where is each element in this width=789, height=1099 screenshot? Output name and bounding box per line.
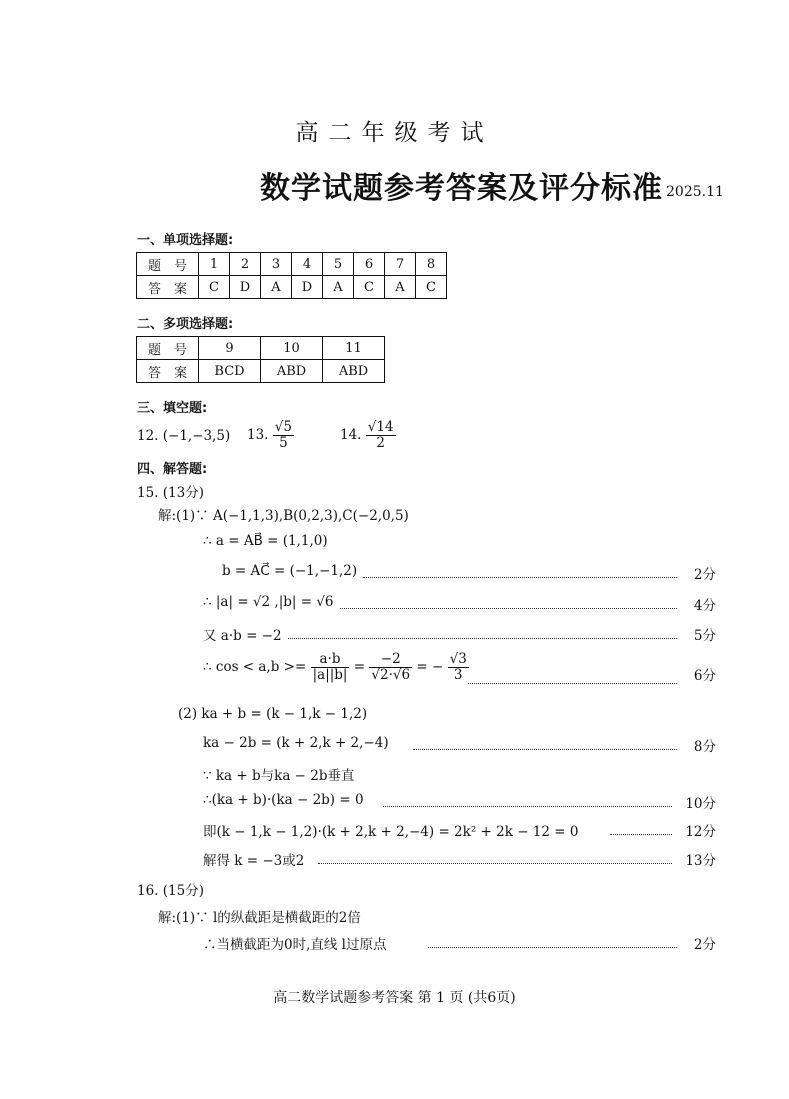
question-number: 9 xyxy=(199,337,261,360)
q13-fraction xyxy=(273,420,294,451)
q16-line: ∴当横截距为0时,直线 l过原点 xyxy=(203,937,387,953)
main-title: 数学试题参考答案及评分标准 xyxy=(260,171,663,206)
score-label: 6分 xyxy=(693,668,716,684)
question-number: 7 xyxy=(385,253,416,276)
answer-cell: BCD xyxy=(199,360,261,383)
q16-line: 解:(1)∵ l的纵截距是横截距的2倍 xyxy=(158,910,361,926)
answer-cell: ABD xyxy=(323,360,385,383)
row-label: 题 号 xyxy=(137,337,199,360)
fraction xyxy=(448,652,469,683)
numerator: −2 xyxy=(369,652,412,668)
question-number: 4 xyxy=(292,253,323,276)
question-number: 10 xyxy=(261,337,323,360)
q14-label: 14. xyxy=(340,426,362,443)
q15-line: ka − 2b = (k + 2,k + 2,−4) xyxy=(203,735,389,751)
leader-dots xyxy=(318,863,672,864)
answer-q12: 12. (−1,−3,5) xyxy=(137,428,231,444)
answer-cell: A xyxy=(261,276,292,299)
score-label: 4分 xyxy=(693,598,716,614)
equals: = − xyxy=(416,658,444,675)
q13-denominator: 5 xyxy=(279,434,288,451)
score-label: 2分 xyxy=(693,567,716,583)
single-choice-table xyxy=(136,252,447,299)
answer-cell: ABD xyxy=(261,360,323,383)
answer-cell: D xyxy=(230,276,261,299)
answer-q14 xyxy=(340,420,396,451)
question-number: 11 xyxy=(323,337,385,360)
score-label: 8分 xyxy=(693,739,716,755)
q14-numerator: √14 xyxy=(367,419,394,435)
numerator: √3 xyxy=(449,651,467,667)
denominator: √2·√6 xyxy=(371,666,411,683)
leader-dots xyxy=(363,577,677,578)
fraction xyxy=(311,652,350,683)
leader-dots xyxy=(413,749,677,750)
leader-dots xyxy=(468,683,677,684)
multi-choice-table xyxy=(136,336,385,383)
answer-cell: A xyxy=(323,276,354,299)
section-multi-choice: 二、多项选择题: xyxy=(137,317,234,332)
answer-cell: C xyxy=(199,276,230,299)
denominator: |a||b| xyxy=(312,666,348,683)
q16-heading: 16. (15分) xyxy=(137,883,204,899)
q15-line: 即(k − 1,k − 1,2)·(k + 2,k + 2,−4) = 2k² + 2k − 12 = 0 xyxy=(203,824,579,840)
question-number: 8 xyxy=(416,253,447,276)
page-footer: 高二数学试题参考答案 第 1 页 (共6页) xyxy=(273,990,516,1006)
row-label: 答 案 xyxy=(137,360,199,383)
question-number: 5 xyxy=(323,253,354,276)
leader-dots xyxy=(288,638,677,639)
q14-denominator: 2 xyxy=(376,434,385,451)
answer-cell: A xyxy=(385,276,416,299)
q15-line: b = AC⃗ = (−1,−1,2) xyxy=(222,563,358,579)
q14-fraction xyxy=(366,420,396,451)
denominator: 3 xyxy=(453,666,463,683)
q15-line: 解得 k = −3或2 xyxy=(203,853,305,869)
score-label: 13分 xyxy=(685,853,716,869)
table-row xyxy=(137,337,385,360)
table-row xyxy=(137,276,447,299)
table-row xyxy=(137,360,385,383)
q15-line: (2) ka + b = (k − 1,k − 1,2) xyxy=(178,706,368,722)
answer-cell: D xyxy=(292,276,323,299)
q15-cos-line xyxy=(203,652,469,683)
q15-line: ∴ a = AB⃗ = (1,1,0) xyxy=(203,533,328,549)
q15-line: 解:(1)∵ A(−1,1,3),B(0,2,3),C(−2,0,5) xyxy=(158,508,409,524)
q15-line: ∴ |a| = √2 ,|b| = √6 xyxy=(203,594,334,610)
leader-dots xyxy=(383,806,672,807)
numerator: a·b xyxy=(311,652,350,668)
row-label: 题 号 xyxy=(137,253,199,276)
section-single-choice: 一、单项选择题: xyxy=(137,233,234,248)
question-number: 3 xyxy=(261,253,292,276)
leader-dots xyxy=(610,834,672,835)
question-number: 1 xyxy=(199,253,230,276)
answer-q13 xyxy=(247,420,294,451)
table-row xyxy=(137,253,447,276)
section-solutions: 四、解答题: xyxy=(137,462,208,477)
section-fill-blank: 三、填空题: xyxy=(137,401,208,416)
answer-cell: C xyxy=(416,276,447,299)
leader-dots xyxy=(340,608,677,609)
exam-date: 2025.11 xyxy=(666,184,724,200)
equals: = xyxy=(353,658,366,675)
score-label: 12分 xyxy=(685,824,716,840)
score-label: 10分 xyxy=(685,796,716,812)
fraction xyxy=(369,652,412,683)
q13-label: 13. xyxy=(247,426,269,443)
score-label: 5分 xyxy=(693,628,716,644)
q15-heading: 15. (13分) xyxy=(137,485,204,501)
question-number: 6 xyxy=(354,253,385,276)
row-label: 答 案 xyxy=(137,276,199,299)
q15-line: 又 a·b = −2 xyxy=(203,628,282,644)
question-number: 2 xyxy=(230,253,261,276)
score-label: 2分 xyxy=(693,937,716,953)
leader-dots xyxy=(428,947,677,948)
q15-line: ∴(ka + b)·(ka − 2b) = 0 xyxy=(203,792,364,808)
exam-title: 高二年级考试 xyxy=(295,120,494,146)
q15-line: ∵ ka + b与ka − 2b垂直 xyxy=(203,768,355,784)
answer-cell: C xyxy=(354,276,385,299)
cos-lead: ∴ cos < a,b >= xyxy=(203,658,307,675)
q13-numerator: √5 xyxy=(274,419,292,435)
